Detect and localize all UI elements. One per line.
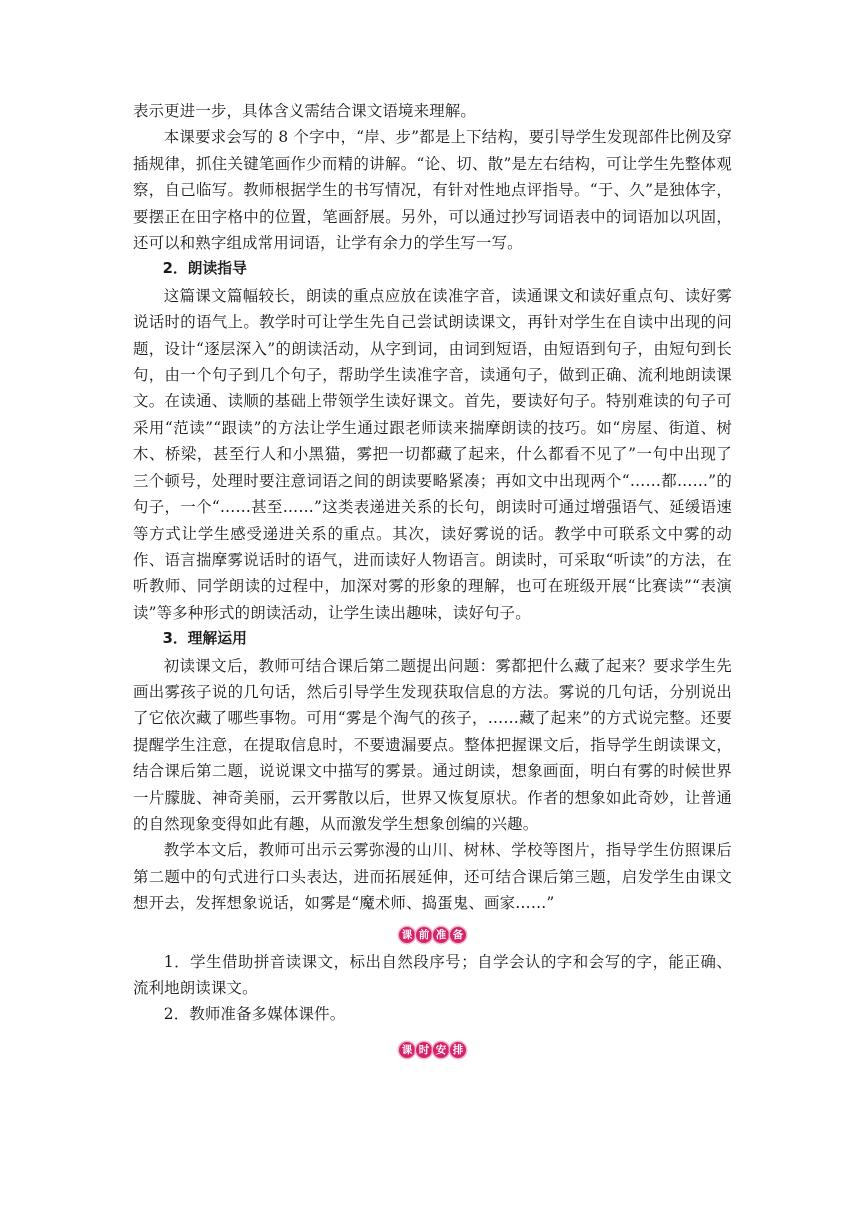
- badge-char: 时: [416, 1042, 432, 1058]
- badge-char: 排: [450, 1042, 466, 1058]
- badge-char: 前: [416, 927, 432, 943]
- badge-char: 备: [450, 927, 466, 943]
- paragraph-reading-guidance: 这篇课文篇幅较长，朗读的重点应放在读准字音，读通课文和读好重点句、读好雾说话时的语气上。教学时可让学生先自己尝试朗读课文，再针对学生在自读中出现的问题，设计“逐层深入”的朗读活动，从字到词，由词到短语，由短语到句子，由短句到长句，由一个句子到几个句子，帮助学生读准字音，读通句子，做到正确、流利地朗读课文。在读通、读顺的基础上带领学生读好课文。首先，要读好句子。特别难读的句子可采用“范读”“跟读”的方法让学生通过跟老师读来揣摩朗读的技巧。如“房屋、街道、树木、桥梁，甚至行人和小黑猫，雾把一切都藏了起来，什么都看不见了”一句中出现了三个顿号，处理时要注意词语之间的朗读要略紧凑；再如文中出现两个“……都……”的句子，一个“……甚至……”这类表递进关系的长句，朗读时可通过增强语气、延缓语速等方式让学生感受递进关系的重点。其次，读好雾说的话。教学中可联系文中雾的动作、语言揣摩雾说话时的语气，进而读好人物语言。朗读时，可采取“听读”的方法，在听教师、同学朗读的过程中，加深对雾的形象的理解，也可在班级开展“比赛读”“表演读”等多种形式的朗读活动，让学生读出趣味，读好句子。: [133, 286, 732, 622]
- badge-char: 课: [399, 1042, 415, 1058]
- paragraph-prep-item-2: 2．教师准备多媒体课件。: [163, 1005, 346, 1024]
- paragraph-understanding-2: 教学本文后，教师可出示云雾弥漫的山川、树林、学校等图片，指导学生仿照课后第二题中的句式进行口头表达，进而拓展延伸，还可结合课后第三题，启发学生由课文想开去，发挥想象说话，如雾是“魔术师、捣蛋鬼、画家……”: [133, 841, 732, 913]
- badge-char: 安: [433, 1042, 449, 1058]
- badge-char: 课: [399, 927, 415, 943]
- paragraph-prep-item-1: 1．学生借助拼音读课文，标出自然段序号；自学会认的字和会写的字，能正确、流利地朗读课文。: [133, 952, 732, 997]
- heading-reading-guidance: 2．朗读指导: [162, 260, 247, 278]
- section-badge-preparation: [133, 927, 732, 943]
- paragraph-writing-guidance: 本课要求会写的 8 个字中，“岸、步”都是上下结构，要引导学生发现部件比例及穿插规律，抓住关键笔画作少而精的讲解。“论、切、散”是左右结构，可让学生先整体观察，自己临写。教师根据学生的书写情况，有针对性地点评指导。“于、久”是独体字，要摆正在田字格中的位置，笔画舒展。另外，可以通过抄写词语表中的词语加以巩固，还可以和熟字组成常用词语，让学有余力的学生写一写。: [133, 128, 732, 253]
- heading-understanding-application: 3．理解运用: [162, 630, 247, 648]
- paragraph-continuation: 表示更进一步，具体含义需结合课文语境来理解。: [133, 102, 476, 120]
- section-badge-schedule: [133, 1042, 732, 1058]
- badge-char: 准: [433, 927, 449, 943]
- paragraph-understanding-1: 初读课文后，教师可结合课后第二题提出问题：雾都把什么藏了起来？要求学生先画出雾孩子说的几句话，然后引导学生发现获取信息的方法。雾说的几句话，分别说出了它依次藏了哪些事物。可用“雾是个淘气的孩子，……藏了起来”的方式说完整。还要提醒学生注意，在提取信息时，不要遗漏要点。整体把握课文后，指导学生朗读课文，结合课后第二题，说说课文中描写的雾景。通过朗读，想象画面，明白有雾的时候世界一片朦胧、神奇美丽，云开雾散以后，世界又恢复原状。作者的想象如此奇妙，让普通的自然现象变得如此有趣，从而激发学生想象创编的兴趣。: [133, 656, 732, 833]
